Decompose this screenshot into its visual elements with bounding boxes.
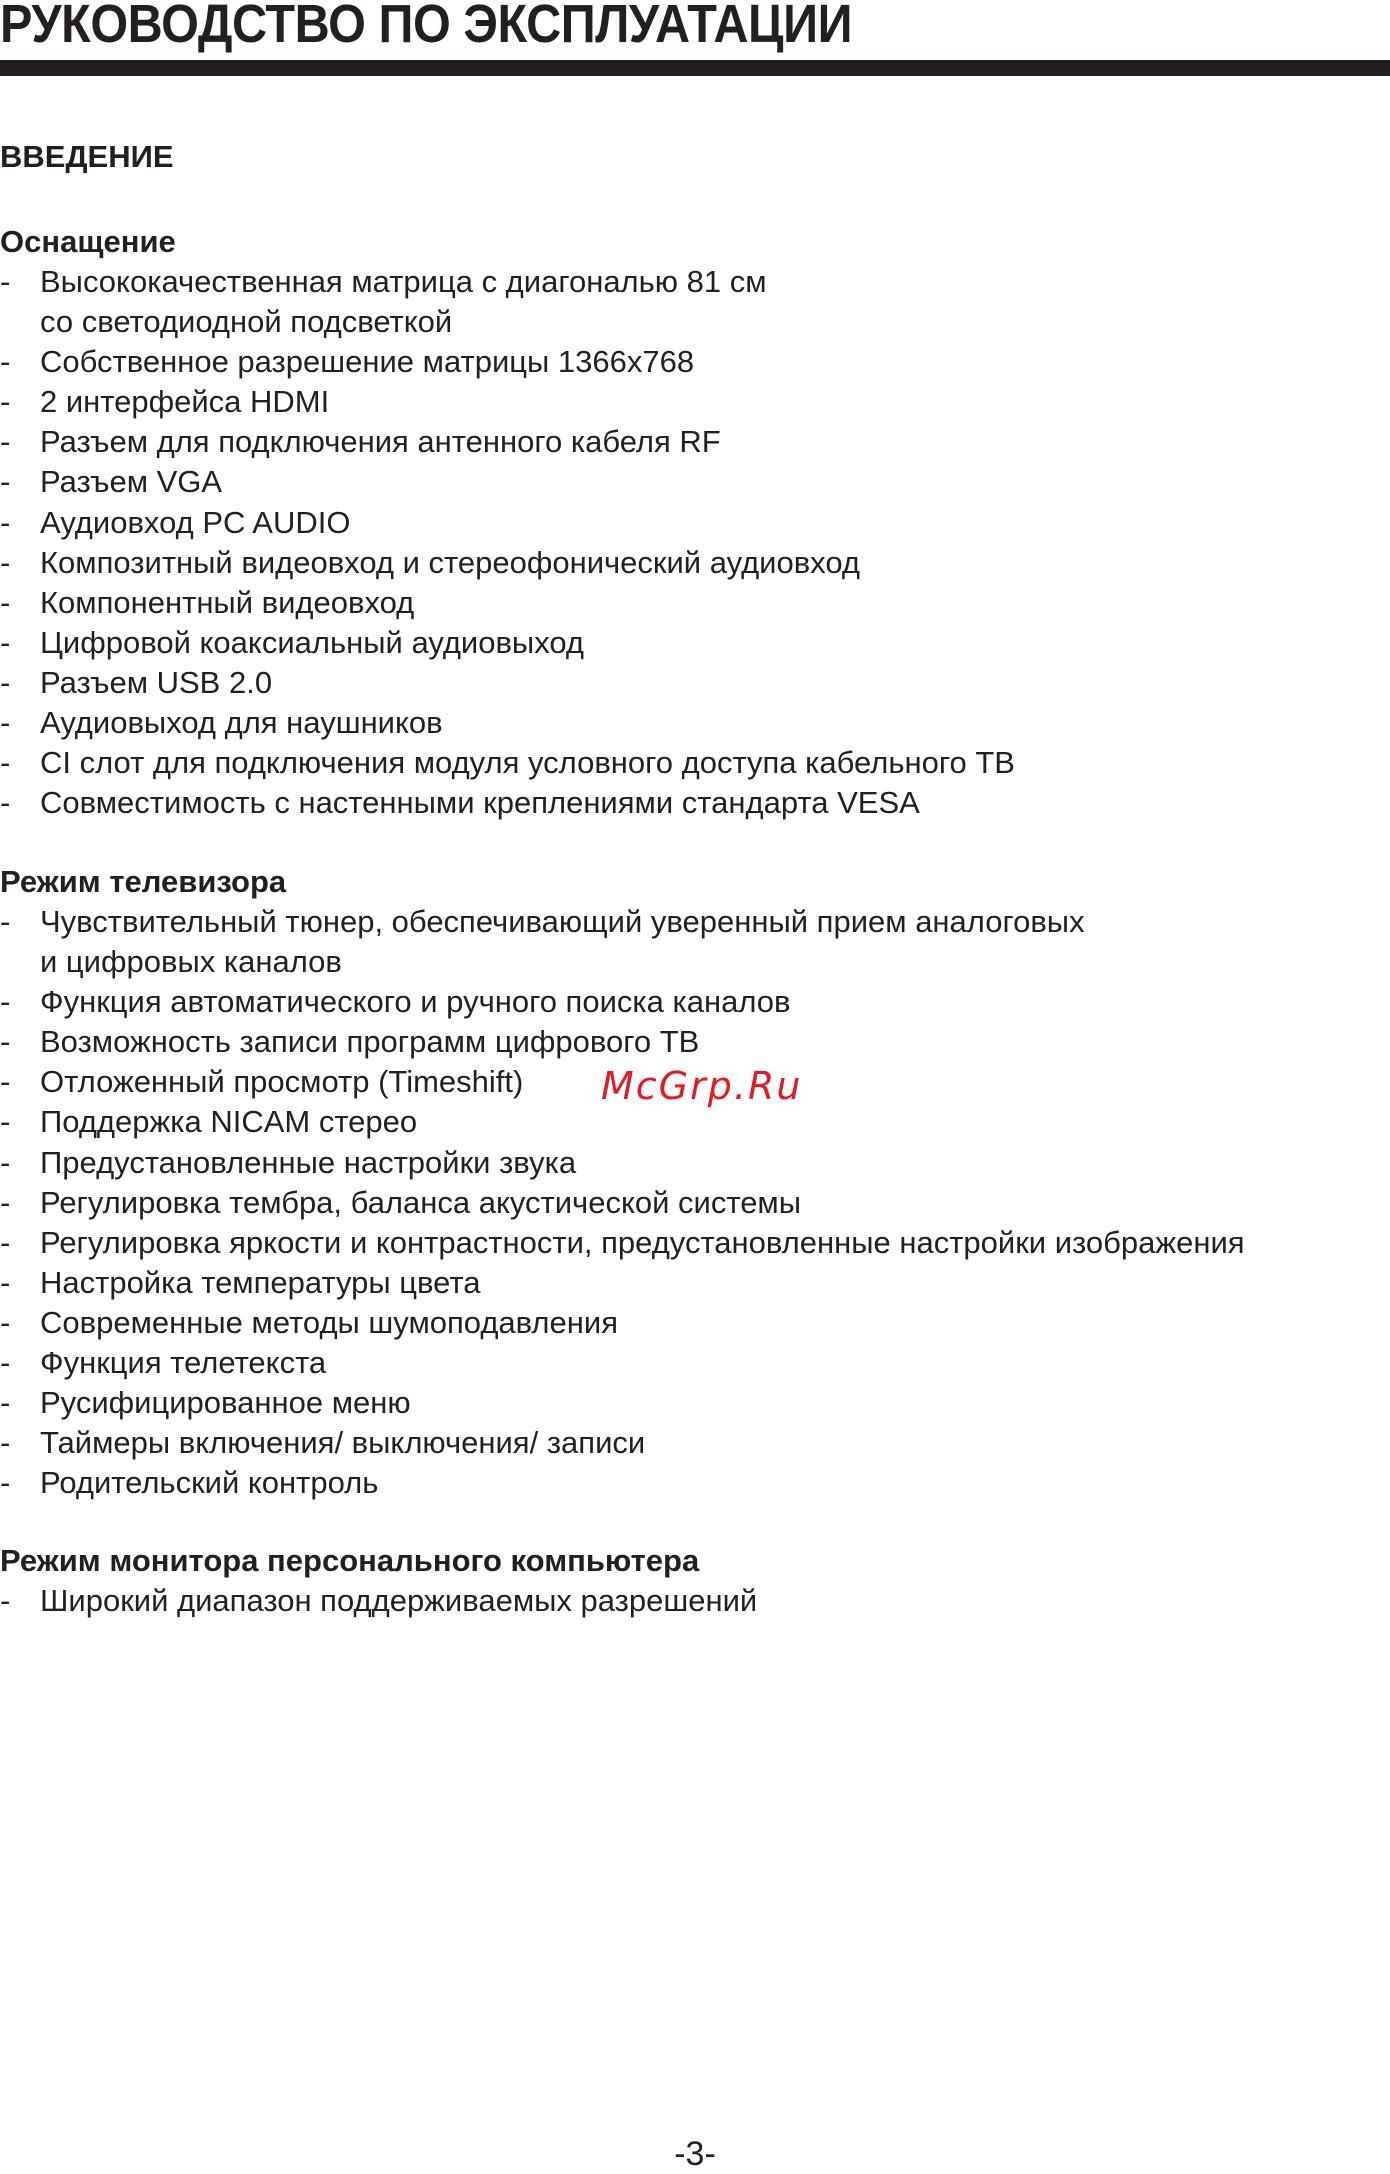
list-item [0,743,1390,783]
list-bullet-dash: - [0,1385,11,1421]
list-item-text: 2 интерфейса HDMI [40,384,330,420]
list-item-text: Настройка температуры цвета [40,1264,481,1300]
list-item [0,1423,1390,1463]
section-heading: Оснащение [0,224,176,259]
list-item [0,783,1390,823]
list-item-text: Предустановленные настройки звука [40,1144,577,1180]
list-item-text: Компонентный видеовход [40,584,415,620]
list-bullet-dash: - [0,984,11,1020]
list-item [0,1343,1390,1383]
list-bullet-dash: - [0,1024,11,1060]
feature-list [0,902,1390,1503]
feature-list [0,262,1390,823]
list-bullet-dash: - [0,264,11,299]
list-item-text: Совместимость с настенными креплениями стандарта VESA [40,785,920,821]
list-bullet-dash: - [0,1144,11,1180]
list-item [0,1143,1390,1183]
list-item [0,1263,1390,1303]
list-bullet-dash: - [0,1425,11,1461]
section-heading: Режим монитора персонального компьютера [0,1543,700,1578]
list-item-text: Композитный видеовход и стереофонический аудиовход [40,544,860,580]
list-item-text: Родительский контроль [40,1465,379,1501]
list-item-text: Аудиовыход для наушников [40,705,443,741]
list-item-text: Высококачественная матрица с диагональю 81 см [40,264,767,299]
list-item [0,422,1390,462]
list-bullet-dash: - [0,504,11,540]
list-item-text: Функция автоматического и ручного поиска каналов [40,984,791,1020]
page-title: РУКОВОДСТВО ПО ЭКСПЛУАТАЦИИ [0,0,853,54]
feature-list [0,1581,1390,1621]
list-item-text: Регулировка яркости и контрастности, предустановленные настройки изображения [40,1224,1245,1260]
list-bullet-dash: - [0,785,11,821]
section-pc-monitor-mode [0,1541,1390,1621]
list-bullet-dash: - [0,1064,11,1100]
list-bullet-dash: - [0,1345,11,1381]
section-tv-mode [0,862,1390,1503]
section-heading: Режим телевизора [0,864,287,899]
list-bullet-dash: - [0,664,11,700]
list-item [0,1383,1390,1423]
list-item-text: Разъем USB 2.0 [40,664,273,700]
list-item-text: Разъем VGA [40,464,223,500]
list-bullet-dash: - [0,344,11,380]
list-bullet-dash: - [0,904,11,939]
list-bullet-dash: - [0,1465,11,1501]
list-item-text: Широкий диапазон поддерживаемых разрешений [40,1583,758,1618]
list-bullet-dash: - [0,1304,11,1340]
list-item-text: Цифровой коаксиальный аудиовыход [40,624,585,660]
list-bullet-dash: - [0,544,11,580]
list-item [0,1022,1390,1062]
introduction-heading: ВВЕДЕНИЕ [0,139,174,174]
list-bullet-dash: - [0,1583,11,1618]
list-item [0,982,1390,1022]
list-item [0,543,1390,583]
list-item-text: Современные методы шумоподавления [40,1304,618,1340]
list-item-text: Возможность записи программ цифрового ТВ [40,1024,700,1060]
list-item-text: Регулировка тембра, баланса акустической системы [40,1184,802,1220]
list-item [0,902,1390,982]
list-item [0,382,1390,422]
list-item [0,1581,1390,1621]
list-item [0,1463,1390,1503]
list-item-text: Аудиовход PC AUDIO [40,504,351,540]
list-item-text: Русифицированное меню [40,1385,411,1421]
list-item [0,262,1390,342]
list-item-text: со светодиодной подсветкой [40,304,453,340]
list-bullet-dash: - [0,1224,11,1260]
list-item [0,1303,1390,1343]
list-bullet-dash: - [0,1184,11,1220]
watermark: McGrp.Ru [601,1064,803,1108]
list-item [0,1183,1390,1223]
list-bullet-dash: - [0,424,11,460]
list-item [0,1223,1390,1263]
list-bullet-dash: - [0,705,11,741]
list-item-text: и цифровых каналов [40,944,342,980]
header-rule [0,60,1390,76]
list-item-text: CI слот для подключения модуля условного доступа кабельного ТВ [40,745,1015,781]
list-item-text: Поддержка NICAM стерео [40,1104,418,1140]
list-item [0,342,1390,382]
section-equipment [0,222,1390,823]
list-item-text: Чувствительный тюнер, обеспечивающий уверенный прием аналоговых [40,904,1085,939]
list-item [0,663,1390,703]
list-item-text: Разъем для подключения антенного кабеля RF [40,424,721,460]
list-bullet-dash: - [0,1104,11,1140]
list-item [0,462,1390,502]
list-item-text: Отложенный просмотр (Timeshift) [40,1064,524,1100]
list-bullet-dash: - [0,384,11,420]
list-bullet-dash: - [0,624,11,660]
list-bullet-dash: - [0,464,11,500]
page-number: -3- [674,2135,716,2173]
list-item [0,503,1390,543]
list-item [0,623,1390,663]
list-bullet-dash: - [0,584,11,620]
list-item-text: Таймеры включения/ выключения/ записи [40,1425,646,1461]
list-item-text: Функция телетекста [40,1345,327,1381]
list-bullet-dash: - [0,745,11,781]
list-bullet-dash: - [0,1264,11,1300]
list-item [0,583,1390,623]
list-item-text: Собственное разрешение матрицы 1366x768 [40,344,695,380]
list-item [0,703,1390,743]
